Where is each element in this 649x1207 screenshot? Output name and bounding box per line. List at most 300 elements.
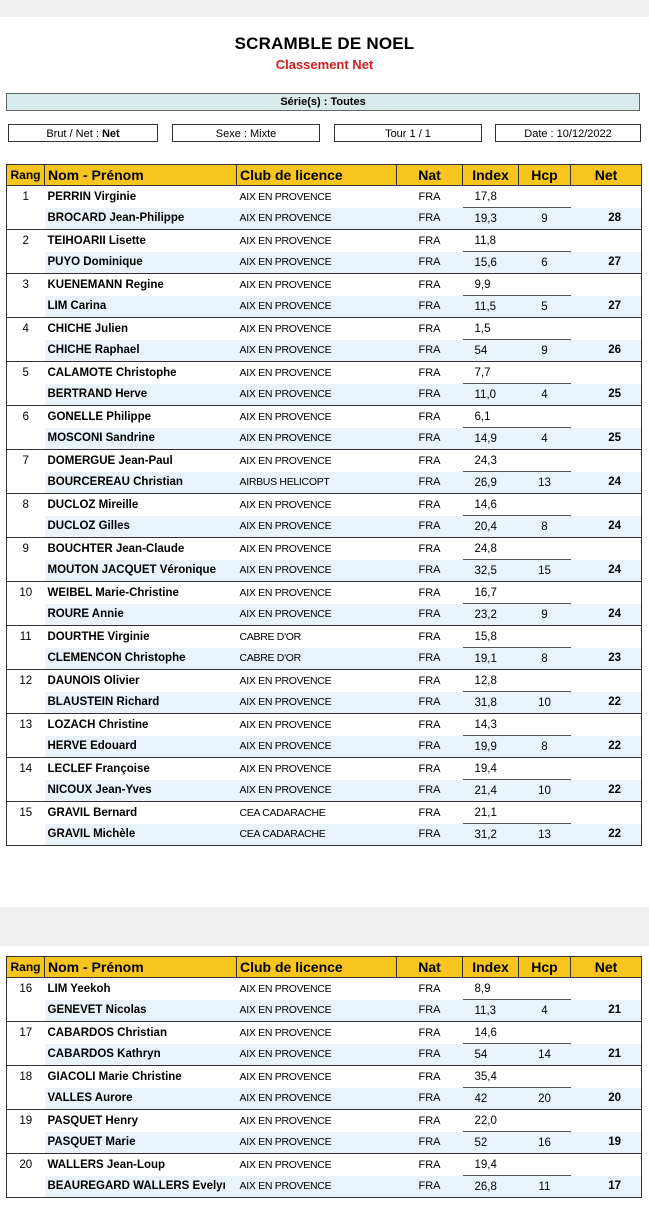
team-row-player1 [7,1066,642,1088]
player-nat: FRA [397,494,463,516]
player-club: AIX EN PROVENCE [237,1176,397,1198]
player-name: DOMERGUE Jean-Paul [45,450,237,472]
player-nat: FRA [397,516,463,538]
player-index: 14,3 [463,714,519,736]
col-nom: Nom - Prénom [45,165,237,186]
player-club: AIX EN PROVENCE [237,318,397,340]
player-name: LIM Yeekoh [45,978,237,1000]
team-row-player1 [7,538,642,560]
hcp-cell-empty [519,274,571,296]
player-nat: FRA [397,824,463,846]
net-cell-empty [571,362,642,384]
hcp-cell-empty [519,1022,571,1044]
page-gap [0,907,649,946]
team-row-player1 [7,714,642,736]
team-row-player2 [7,1088,642,1110]
team-row-player2 [7,384,642,406]
player-index: 15,8 [463,626,519,648]
team-hcp: 9 [519,340,571,362]
team-hcp: 8 [519,648,571,670]
team-rank: 11 [7,626,45,648]
player-nat: FRA [397,670,463,692]
player-club: AIX EN PROVENCE [237,604,397,626]
rank-cell-empty [7,560,45,582]
player-name: GENEVET Nicolas [45,1000,237,1022]
player-nat: FRA [397,1066,463,1088]
team-net: 24 [571,472,642,494]
team-net: 22 [571,692,642,714]
table-header-row [7,957,642,978]
player-nat: FRA [397,582,463,604]
team-row-player1 [7,362,642,384]
team-net: 25 [571,384,642,406]
rank-cell-empty [7,604,45,626]
team-net: 27 [571,252,642,274]
net-cell-empty [571,186,642,208]
viewer-top-strip [0,0,649,17]
team-row-player1 [7,1110,642,1132]
hcp-cell-empty [519,362,571,384]
player-name: VALLES Aurore [45,1088,237,1110]
hcp-cell-empty [519,670,571,692]
rank-cell-empty [7,780,45,802]
hcp-cell-empty [519,186,571,208]
team-hcp: 13 [519,824,571,846]
player-name: CLEMENCON Christophe [45,648,237,670]
player-club: AIX EN PROVENCE [237,1132,397,1154]
player-club: CABRE D'OR [237,648,397,670]
team-hcp: 6 [519,252,571,274]
hcp-cell-empty [519,318,571,340]
team-rank: 19 [7,1110,45,1132]
net-cell-empty [571,626,642,648]
team-hcp: 16 [519,1132,571,1154]
player-club: CEA CADARACHE [237,824,397,846]
team-row-player1 [7,1154,642,1176]
player-index: 1,5 [463,318,519,340]
col-rang: Rang [7,957,45,978]
team-hcp: 9 [519,604,571,626]
team-rank: 13 [7,714,45,736]
player-index: 42 [463,1088,519,1110]
document-title: SCRAMBLE DE NOEL [234,34,415,53]
player-nat: FRA [397,736,463,758]
team-row-player1 [7,274,642,296]
player-club: AIX EN PROVENCE [237,560,397,582]
player-index: 12,8 [463,670,519,692]
team-net: 22 [571,736,642,758]
player-index: 24,3 [463,450,519,472]
net-cell-empty [571,538,642,560]
net-cell-empty [571,670,642,692]
player-name: CALAMOTE Christophe [45,362,237,384]
player-club: AIX EN PROVENCE [237,1044,397,1066]
team-net: 17 [571,1176,642,1198]
player-index: 6,1 [463,406,519,428]
player-name: GRAVIL Michèle [45,824,237,846]
player-club: AIX EN PROVENCE [237,494,397,516]
team-row-player1 [7,626,642,648]
rank-cell-empty [7,736,45,758]
document-subtitle: Classement Net [275,57,374,72]
player-club: AIX EN PROVENCE [237,758,397,780]
team-row-player1 [7,802,642,824]
player-nat: FRA [397,692,463,714]
net-cell-empty [571,1066,642,1088]
player-club: AIX EN PROVENCE [237,450,397,472]
player-name: WEIBEL Marie-Christine [45,582,237,604]
team-row-player1 [7,406,642,428]
team-hcp: 10 [519,692,571,714]
rank-cell-empty [7,472,45,494]
player-club: AIX EN PROVENCE [237,670,397,692]
col-index: Index [463,165,519,186]
player-index: 26,8 [463,1176,519,1198]
col-club: Club de licence [237,165,397,186]
document-page-1 [0,17,649,907]
team-row-player2 [7,1000,642,1022]
player-index: 22,0 [463,1110,519,1132]
player-club: AIX EN PROVENCE [237,230,397,252]
player-club: CABRE D'OR [237,626,397,648]
player-index: 24,8 [463,538,519,560]
sexe-box: Sexe : Mixte [172,124,320,142]
player-nat: FRA [397,802,463,824]
col-club: Club de licence [237,957,397,978]
player-club: AIX EN PROVENCE [237,428,397,450]
player-club: AIX EN PROVENCE [237,1066,397,1088]
player-name: BLAUSTEIN Richard [45,692,237,714]
player-nat: FRA [397,428,463,450]
team-net: 26 [571,340,642,362]
rank-cell-empty [7,1044,45,1066]
player-club: AIX EN PROVENCE [237,362,397,384]
player-nat: FRA [397,450,463,472]
team-hcp: 15 [519,560,571,582]
col-hcp: Hcp [519,957,571,978]
rank-cell-empty [7,340,45,362]
player-nat: FRA [397,560,463,582]
player-name: LECLEF Françoise [45,758,237,780]
player-club: AIX EN PROVENCE [237,252,397,274]
team-row-player2 [7,604,642,626]
rank-cell-empty [7,692,45,714]
net-cell-empty [571,406,642,428]
player-index: 11,3 [463,1000,519,1022]
player-index: 52 [463,1132,519,1154]
team-rank: 9 [7,538,45,560]
net-cell-empty [571,802,642,824]
player-nat: FRA [397,604,463,626]
net-cell-empty [571,1022,642,1044]
team-net: 24 [571,604,642,626]
hcp-cell-empty [519,450,571,472]
net-cell-empty [571,274,642,296]
player-index: 16,7 [463,582,519,604]
rank-cell-empty [7,252,45,274]
team-row-player2 [7,428,642,450]
col-nom: Nom - Prénom [45,957,237,978]
net-cell-empty [571,494,642,516]
player-club: AIX EN PROVENCE [237,1088,397,1110]
team-net: 28 [571,208,642,230]
hcp-cell-empty [519,1154,571,1176]
team-rank: 12 [7,670,45,692]
team-hcp: 13 [519,472,571,494]
team-rank: 7 [7,450,45,472]
player-nat: FRA [397,626,463,648]
player-club: AIX EN PROVENCE [237,1110,397,1132]
team-row-player1 [7,582,642,604]
team-hcp: 11 [519,1176,571,1198]
hcp-cell-empty [519,1110,571,1132]
brut-net-box [8,124,158,142]
team-rank: 15 [7,802,45,824]
player-name: LIM Carina [45,296,237,318]
col-net: Net [571,957,642,978]
team-hcp: 4 [519,428,571,450]
rank-cell-empty [7,296,45,318]
player-nat: FRA [397,252,463,274]
player-club: CEA CADARACHE [237,802,397,824]
col-index: Index [463,957,519,978]
hcp-cell-empty [519,758,571,780]
ranking-table-page-2 [6,956,642,1198]
team-net: 21 [571,1000,642,1022]
player-club: AIRBUS HELICOPT [237,472,397,494]
team-rank: 2 [7,230,45,252]
team-rank: 20 [7,1154,45,1176]
player-name: GONELLE Philippe [45,406,237,428]
team-hcp: 8 [519,736,571,758]
player-name: GIACOLI Marie Christine [45,1066,237,1088]
net-cell-empty [571,714,642,736]
player-index: 19,4 [463,1154,519,1176]
player-index: 14,9 [463,428,519,450]
player-nat: FRA [397,714,463,736]
team-row-player1 [7,494,642,516]
col-hcp: Hcp [519,165,571,186]
col-net: Net [571,165,642,186]
col-rang: Rang [7,165,45,186]
team-rank: 8 [7,494,45,516]
player-name: MOSCONI Sandrine [45,428,237,450]
team-hcp: 8 [519,516,571,538]
team-row-player1 [7,978,642,1000]
player-nat: FRA [397,384,463,406]
net-cell-empty [571,758,642,780]
team-row-player2 [7,824,642,846]
player-index: 19,4 [463,758,519,780]
hcp-cell-empty [519,978,571,1000]
team-row-player1 [7,450,642,472]
rank-cell-empty [7,208,45,230]
team-net: 24 [571,516,642,538]
player-name: BROCARD Jean-Philippe [45,208,237,230]
player-nat: FRA [397,758,463,780]
player-name: DUCLOZ Gilles [45,516,237,538]
player-name: ROURE Annie [45,604,237,626]
team-rank: 1 [7,186,45,208]
team-hcp: 4 [519,384,571,406]
team-row-player2 [7,736,642,758]
team-row-player1 [7,670,642,692]
net-cell-empty [571,582,642,604]
team-hcp: 5 [519,296,571,318]
player-index: 21,1 [463,802,519,824]
player-index: 21,4 [463,780,519,802]
team-row-player2 [7,1044,642,1066]
player-nat: FRA [397,362,463,384]
net-cell-empty [571,1154,642,1176]
team-row-player2 [7,252,642,274]
hcp-cell-empty [519,582,571,604]
player-index: 11,5 [463,296,519,318]
player-club: AIX EN PROVENCE [237,274,397,296]
hcp-cell-empty [519,406,571,428]
hcp-cell-empty [519,230,571,252]
player-nat: FRA [397,1044,463,1066]
player-name: CHICHE Raphael [45,340,237,362]
player-nat: FRA [397,340,463,362]
brut-net-label: Brut / Net : [46,128,99,140]
player-index: 54 [463,340,519,362]
hcp-cell-empty [519,494,571,516]
player-club: AIX EN PROVENCE [237,736,397,758]
player-club: AIX EN PROVENCE [237,186,397,208]
team-hcp: 4 [519,1000,571,1022]
team-rank: 6 [7,406,45,428]
net-cell-empty [571,978,642,1000]
team-hcp: 20 [519,1088,571,1110]
player-index: 31,8 [463,692,519,714]
hcp-cell-empty [519,1066,571,1088]
player-index: 23,2 [463,604,519,626]
player-club: AIX EN PROVENCE [237,340,397,362]
team-rank: 14 [7,758,45,780]
player-index: 20,4 [463,516,519,538]
player-name: KUENEMANN Regine [45,274,237,296]
player-index: 11,8 [463,230,519,252]
rank-cell-empty [7,1176,45,1198]
team-row-player1 [7,758,642,780]
team-rank: 16 [7,978,45,1000]
rank-cell-empty [7,824,45,846]
player-club: AIX EN PROVENCE [237,714,397,736]
player-nat: FRA [397,538,463,560]
player-club: AIX EN PROVENCE [237,296,397,318]
player-index: 17,8 [463,186,519,208]
player-club: AIX EN PROVENCE [237,1022,397,1044]
hcp-cell-empty [519,538,571,560]
team-net: 22 [571,824,642,846]
team-row-player2 [7,560,642,582]
tour-box: Tour 1 / 1 [334,124,482,142]
player-club: AIX EN PROVENCE [237,692,397,714]
player-index: 7,7 [463,362,519,384]
player-name: CABARDOS Christian [45,1022,237,1044]
player-name: DAUNOIS Olivier [45,670,237,692]
player-index: 9,9 [463,274,519,296]
team-net: 22 [571,780,642,802]
player-nat: FRA [397,274,463,296]
player-name: LOZACH Christine [45,714,237,736]
team-net: 21 [571,1044,642,1066]
player-index: 26,9 [463,472,519,494]
player-club: AIX EN PROVENCE [237,538,397,560]
player-nat: FRA [397,296,463,318]
team-hcp: 9 [519,208,571,230]
team-row-player2 [7,692,642,714]
player-name: DUCLOZ Mireille [45,494,237,516]
player-name: MOUTON JACQUET Véronique [45,560,237,582]
player-index: 32,5 [463,560,519,582]
player-nat: FRA [397,208,463,230]
player-name: TEIHOARII Lisette [45,230,237,252]
net-cell-empty [571,318,642,340]
team-rank: 10 [7,582,45,604]
team-row-player1 [7,318,642,340]
player-name: HERVE Edouard [45,736,237,758]
team-row-player1 [7,230,642,252]
rank-cell-empty [7,648,45,670]
rank-cell-empty [7,1132,45,1154]
player-index: 31,2 [463,824,519,846]
team-hcp: 10 [519,780,571,802]
rank-cell-empty [7,384,45,406]
team-row-player2 [7,340,642,362]
team-row-player2 [7,1132,642,1154]
player-nat: FRA [397,1000,463,1022]
player-name: BERTRAND Herve [45,384,237,406]
team-net: 24 [571,560,642,582]
net-cell-empty [571,230,642,252]
player-club: AIX EN PROVENCE [237,406,397,428]
player-club: AIX EN PROVENCE [237,582,397,604]
player-nat: FRA [397,472,463,494]
player-nat: FRA [397,978,463,1000]
team-rank: 5 [7,362,45,384]
player-index: 19,3 [463,208,519,230]
hcp-cell-empty [519,626,571,648]
player-nat: FRA [397,230,463,252]
player-name: PASQUET Marie [45,1132,237,1154]
player-nat: FRA [397,318,463,340]
net-cell-empty [571,450,642,472]
player-nat: FRA [397,406,463,428]
team-row-player2 [7,296,642,318]
player-index: 8,9 [463,978,519,1000]
player-club: AIX EN PROVENCE [237,780,397,802]
player-club: AIX EN PROVENCE [237,384,397,406]
player-name: DOURTHE Virginie [45,626,237,648]
team-net: 23 [571,648,642,670]
player-name: BOURCEREAU Christian [45,472,237,494]
team-row-player1 [7,1022,642,1044]
player-nat: FRA [397,1154,463,1176]
player-nat: FRA [397,1110,463,1132]
team-row-player2 [7,648,642,670]
table-header-row [7,165,642,186]
hcp-cell-empty [519,714,571,736]
col-nat: Nat [397,957,463,978]
hcp-cell-empty [519,802,571,824]
date-box: Date : 10/12/2022 [495,124,641,142]
player-name: BOUCHTER Jean-Claude [45,538,237,560]
player-club: AIX EN PROVENCE [237,208,397,230]
team-row-player2 [7,472,642,494]
player-name: CABARDOS Kathryn [45,1044,237,1066]
